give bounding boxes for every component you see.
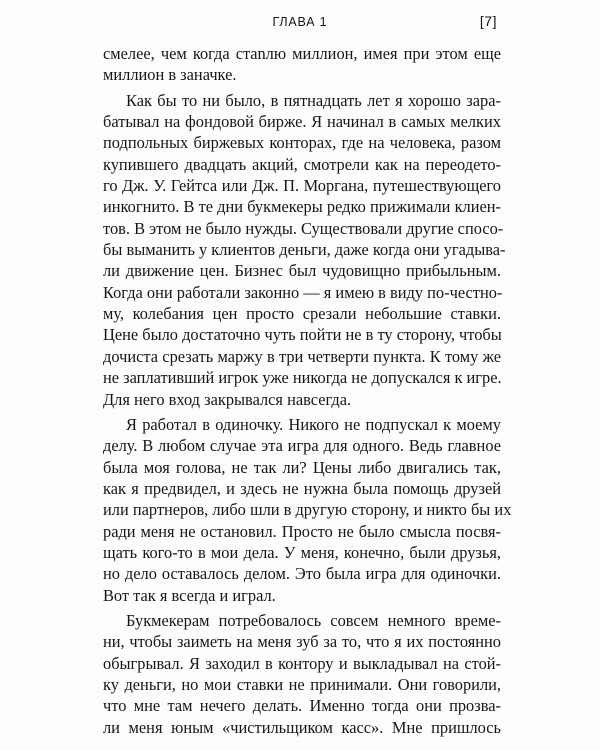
text-line: не заплативший игрок уже никогда не допускался к игре. [103,368,502,388]
text-line: Цене было достаточно чуть пойти не в ту сторону, чтобы [103,325,502,345]
running-header [0,13,600,33]
text-line: что мне там нечего делать. Именно тогда они прозва- [103,696,501,716]
text-line: делу. В любом случае эта игра для одного. Ведь главное [103,436,501,456]
text-line: смелее, чем когда стanлю миллион, имея при этом еще [103,44,501,63]
paragraph-start-line: Как бы то ни было, в пятнадцать лет я хорошо зара- [126,90,501,110]
text-line: дочиста срезать маржу в три четверти пункта. К тому же [103,346,501,366]
body-text [103,43,512,738]
text-line: была моя голова, не так ли? Цены либо двигались так, [103,457,501,477]
text-line: как я предвидел, и здесь не нужна была помощь друзей [103,478,501,498]
text-line: му, колебания цен просто срезали небольшие ставки. [103,304,501,324]
text-line: или партнеров, либо шли в другую сторону, и никто бы их [103,500,512,520]
text-line: батывал на фондовой бирже. Я начинал в самых мелких [103,112,501,132]
text-line: миллион в заначке. [103,65,237,85]
text-line: щать кого-то в мои дела. У меня, конечно, были друзья, [103,542,501,562]
text-line: ради меня не остановил. Просто не было смысла посвя- [103,521,501,541]
text-line: купившего двадцать акций, смотрели как на переодето- [103,154,501,174]
text-line: ку деньги, но мои ставки не принимали. Они говорили, [103,674,501,694]
text-line: обыгрывал. Я заходил в контору и выкладывал на стой- [103,653,501,673]
text-line: но дело оставалось делом. Это была игра для одиночки. [103,564,501,584]
text-line: бы выманить у клиентов деньги, даже когда они угадыва- [103,240,506,260]
text-line: Вот так я всегда и играл. [103,585,276,605]
text-line: инкогнито. В те дни букмекеры редко прижимали клиен- [103,197,501,217]
text-line: ли меня юным «чистильщиком касс». Мне пришлось [103,717,501,737]
text-line: ли движение цен. Бизнес был чудовищно прибыльным. [103,261,501,281]
page-number: [7] [479,13,497,29]
text-line: подпольных биржевых конторах, где на человека, разом [103,133,501,153]
paragraph-start-line: Букмекерам потребовалось совсем немного време- [126,610,501,630]
text-line: тов. В этом не было нужды. Существовали другие спосо- [103,218,504,238]
text-line: Для него вход закрывался навсегда. [103,389,352,409]
chapter-title: ГЛАВА 1 [272,15,328,29]
text-line: ни, чтобы заиметь на меня зуб за то, что я их постоянно [103,632,501,652]
text-line: Когда они работали законно — я имею в виду по-честно- [103,282,503,302]
text-line: го Дж. У. Гейтса или Дж. П. Моргана, путешествующего [103,176,501,196]
paragraph-start-line: Я работал в одиночку. Никого не подпускал к моему [126,414,501,434]
